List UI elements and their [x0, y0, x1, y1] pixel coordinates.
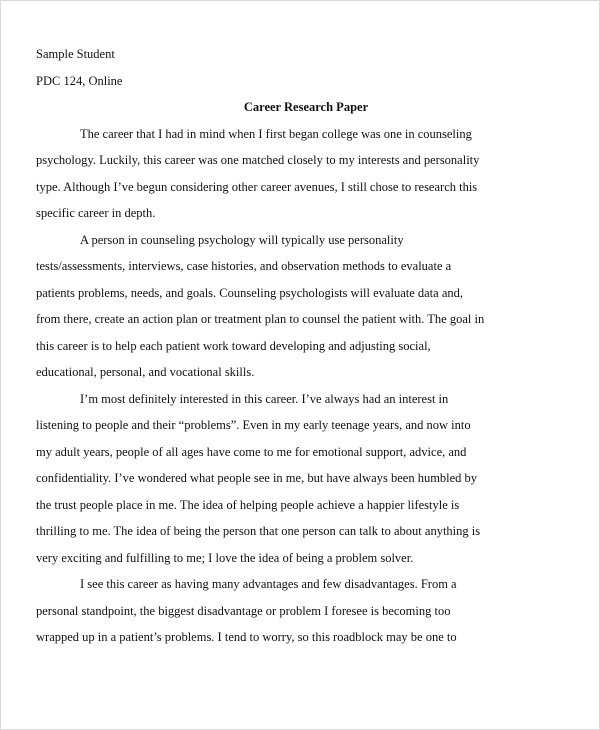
- paragraph-line: A person in counseling psychology will typically use personality: [80, 232, 404, 247]
- paragraph: [36, 121, 576, 227]
- paragraph-line: patients problems, needs, and goals. Counseling psychologists will evaluate data and,: [36, 285, 464, 300]
- course-line: PDC 124, Online: [36, 73, 123, 88]
- paragraph-line: confidentiality. I’ve wondered what people see in me, but have always been humbled by: [36, 471, 478, 485]
- paragraph: [36, 227, 576, 386]
- student-name: Sample Student: [36, 47, 115, 61]
- paragraph-line: personal standpoint, the biggest disadvantage or problem I foresee is becoming too: [36, 603, 451, 618]
- paragraph-line: very exciting and fulfilling to me; I love the idea of being a problem solver.: [36, 550, 414, 565]
- paragraph-line: specific career in depth.: [36, 206, 156, 220]
- paragraph-line: thrilling to me. The idea of being the person that one person can talk to about anything is: [36, 524, 481, 538]
- paragraph-line: my adult years, people of all ages have come to me for emotional support, advice, and: [36, 444, 467, 459]
- paragraph-line: type. Although I’ve begun considering other career avenues, I still chose to research this: [36, 179, 478, 194]
- paragraph-line: this career is to help each patient work toward developing and adjusting social,: [36, 338, 431, 353]
- paragraph-line: I’m most definitely interested in this career. I’ve always had an interest in: [80, 391, 449, 406]
- paragraph-line: The career that I had in mind when I first began college was one in counseling: [80, 126, 472, 141]
- paragraph-line: the trust people place in me. The idea of helping people achieve a happier lifestyle is: [36, 497, 460, 512]
- paragraph-line: wrapped up in a patient’s problems. I tend to worry, so this roadblock may be one to: [36, 630, 457, 644]
- paragraph-line: I see this career as having many advantages and few disadvantages. From a: [80, 577, 457, 591]
- paragraph-line: tests/assessments, interviews, case histories, and observation methods to evaluate a: [36, 259, 452, 273]
- paragraph-line: from there, create an action plan or treatment plan to counsel the patient with. The goal in: [36, 312, 485, 326]
- paragraph-line: psychology. Luckily, this career was one matched closely to my interests and personality: [36, 153, 480, 167]
- paragraph-line: listening to people and their “problems”. Even in my early teenage years, and now into: [36, 418, 471, 432]
- paragraph: [36, 571, 576, 651]
- document-body: [36, 41, 576, 651]
- paper-title: Career Research Paper: [243, 100, 369, 114]
- paragraph: [36, 386, 576, 572]
- paragraph-line: educational, personal, and vocational skills.: [36, 365, 255, 379]
